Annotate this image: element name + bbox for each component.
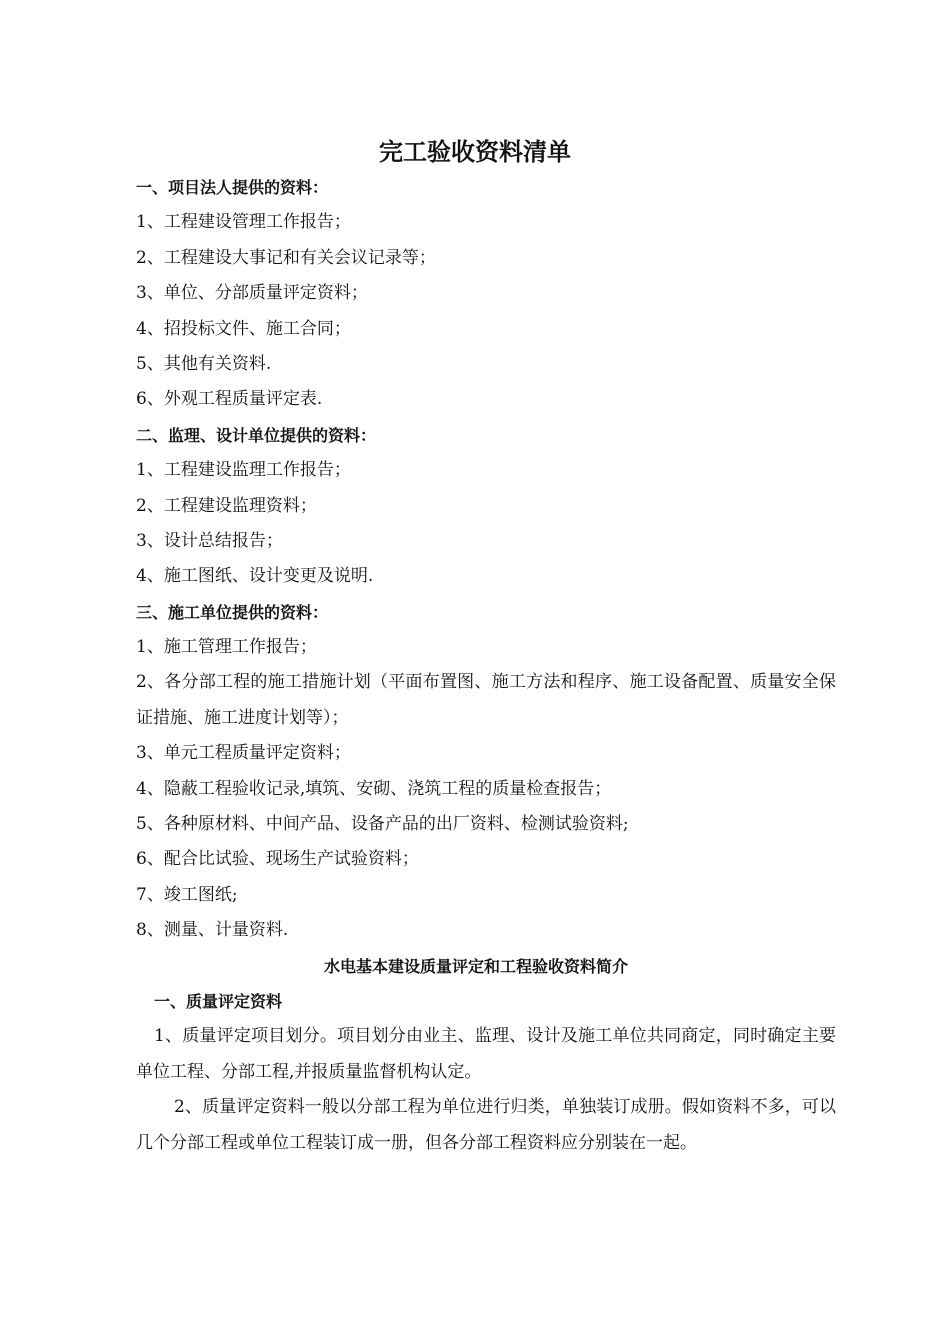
list-item: 7、竣工图纸;	[136, 884, 238, 905]
list-item: 5、其他有关资料.	[136, 353, 272, 374]
list-item: 1、施工管理工作报告；	[136, 637, 317, 658]
list-item: 3、单位、分部质量评定资料；	[136, 283, 368, 304]
paragraph: 2、质量评定资料一般以分部工程为单位进行归类，单独装订成册。假如资料不多，可以几个分部工程或单位工程装订成一册，但各分部工程资料应分别装在一起。	[136, 1097, 836, 1153]
list-item: 8、测量、计量资料.	[136, 920, 289, 941]
section-heading: 三、施工单位提供的资料：	[136, 602, 329, 622]
list-item: 3、单元工程质量评定资料；	[136, 743, 351, 764]
paragraph: 1、质量评定项目划分。项目划分由业主、监理、设计及施工单位共同商定，同时确定主要单位工程、分部工程,并报质量监督机构认定。	[136, 1026, 836, 1082]
list-item: 5、各种原材料、中间产品、设备产品的出厂资料、检测试验资料;	[136, 814, 629, 835]
list-item: 2、工程建设大事记和有关会议记录等；	[136, 247, 436, 268]
list-item: 4、施工图纸、设计变更及说明.	[136, 566, 374, 587]
list-item: 2、各分部工程的施工措施计划（平面布置图、施工方法和程序、施工设备配置、质量安全保证措施、施工进度计划等）；	[136, 672, 836, 728]
list-item: 4、招投标文件、施工合同；	[136, 318, 351, 339]
section-heading: 二、监理、设计单位提供的资料：	[136, 425, 377, 445]
section-heading: 一、项目法人提供的资料：	[136, 178, 329, 197]
list-item: 6、外观工程质量评定表.	[136, 389, 323, 410]
list-item: 1、工程建设监理工作报告；	[136, 460, 351, 481]
list-item: 3、设计总结报告；	[136, 530, 283, 551]
section-heading: 一、质量评定资料	[154, 992, 283, 1012]
intro-title: 水电基本建设质量评定和工程验收资料简介	[323, 956, 628, 976]
document-body	[136, 170, 836, 1161]
page-title: 完工验收资料清单	[379, 138, 571, 166]
list-item: 2、工程建设监理资料；	[136, 495, 317, 516]
list-item: 4、隐蔽工程验收记录,填筑、安砌、浇筑工程的质量检查报告；	[136, 778, 612, 799]
list-item: 1、工程建设管理工作报告；	[136, 212, 351, 233]
list-item: 6、配合比试验、现场生产试验资料；	[136, 849, 419, 870]
